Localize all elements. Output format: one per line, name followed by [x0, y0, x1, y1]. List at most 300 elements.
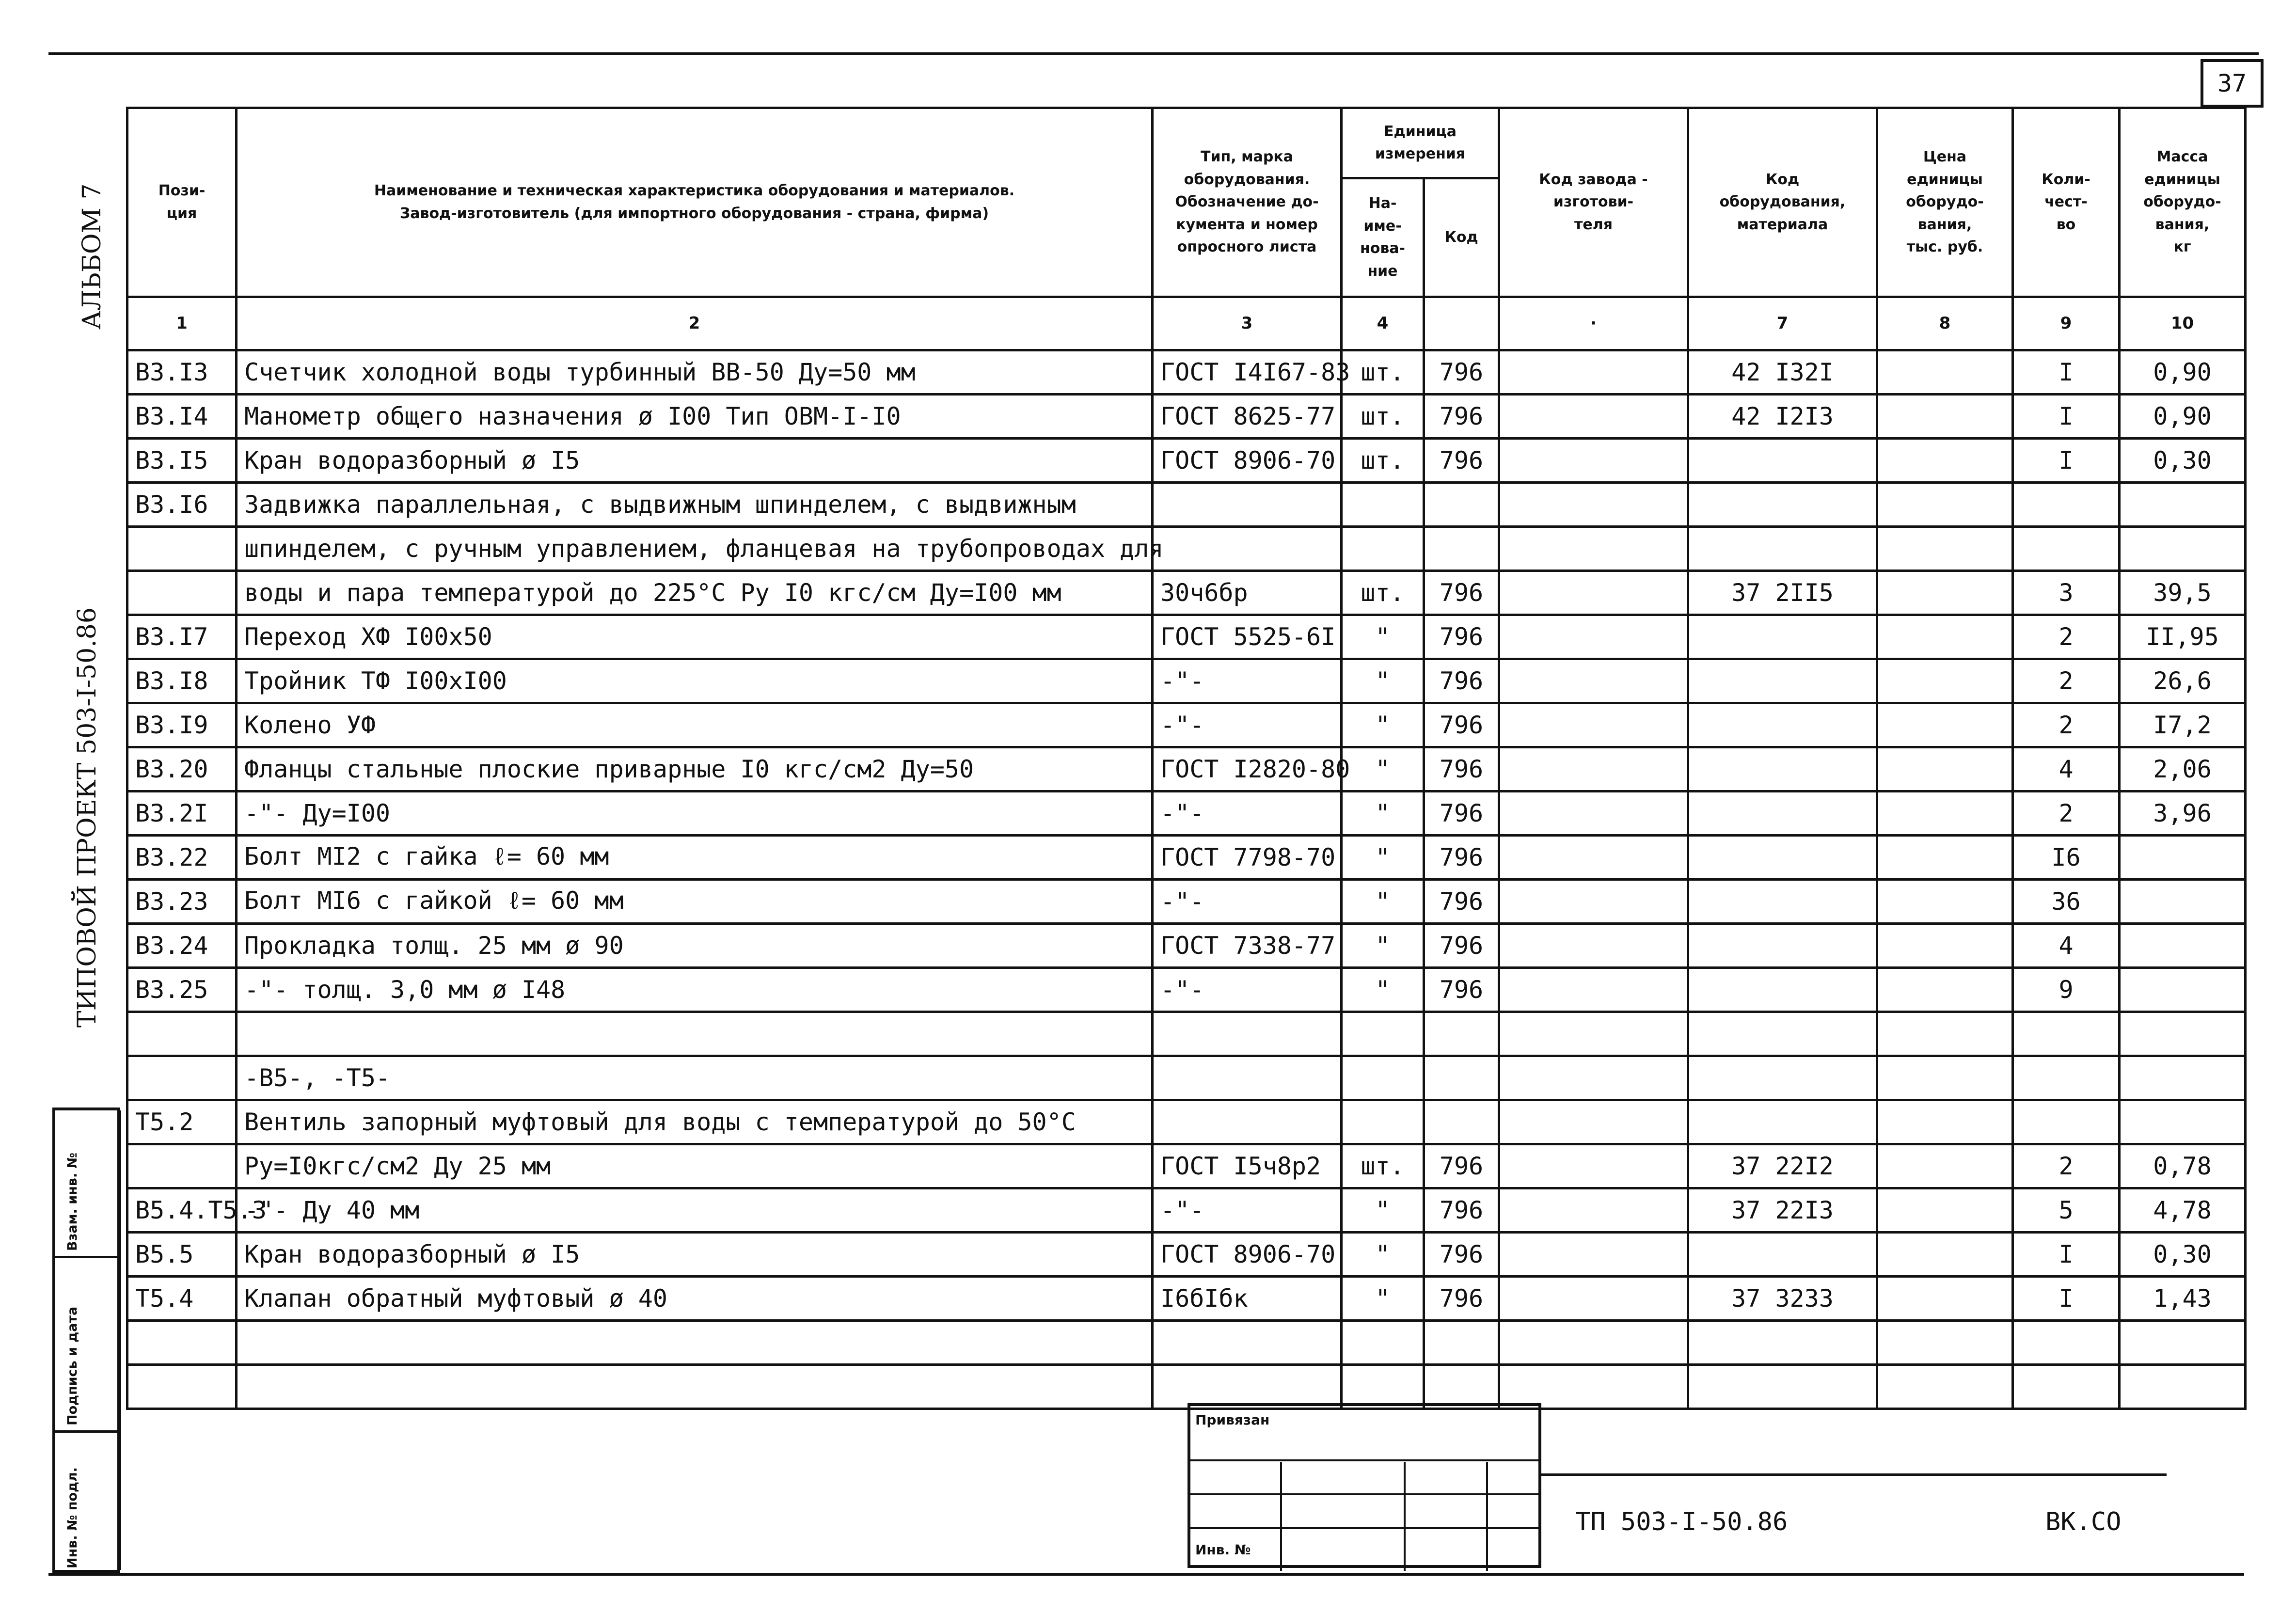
cell-quantity: 2: [2013, 791, 2120, 836]
cell-factory-code: [1499, 615, 1688, 659]
cell-unit-code: 796: [1424, 615, 1499, 659]
table-row: [127, 836, 2246, 880]
cell-mass: [2120, 1100, 2246, 1144]
cell-position: В3.I5: [127, 439, 237, 483]
cell-name: Клапан обратный муфтовый ø 40: [237, 1277, 1153, 1321]
stamp-inv-vzam: Взам. инв. №: [65, 1152, 80, 1251]
cell-quantity: I: [2013, 1277, 2120, 1321]
cell-document: [1153, 527, 1342, 571]
cell-unit-code: 796: [1424, 747, 1499, 791]
cell-unit: шт.: [1342, 350, 1424, 395]
cell-unit: ": [1342, 791, 1424, 836]
cell-price: [1877, 395, 2013, 439]
cell-price: [1877, 747, 2013, 791]
cell-mass: [2120, 1321, 2246, 1365]
cell-material-code: 37 3233: [1688, 1277, 1877, 1321]
cell-material-code: 37 2II5: [1688, 571, 1877, 615]
table-row: [127, 483, 2246, 527]
cell-name: воды и пара температурой до 225°С Ру I0 кгс/см Ду=I00 мм: [237, 571, 1153, 615]
cell-position: В3.22: [127, 836, 237, 880]
privyazan-title: Привязан: [1195, 1412, 1270, 1428]
stamp-podpis: Подпись и дата: [65, 1306, 80, 1425]
cell-price: [1877, 880, 2013, 924]
cell-unit-code: [1424, 1012, 1499, 1056]
cell-material-code: [1688, 791, 1877, 836]
cell-material-code: [1688, 924, 1877, 968]
cell-quantity: [2013, 527, 2120, 571]
cell-document: [1153, 483, 1342, 527]
cell-document: [1153, 1100, 1342, 1144]
cell-position: В3.24: [127, 924, 237, 968]
table-row: [127, 1365, 2246, 1409]
cell-position: Т5.2: [127, 1100, 237, 1144]
cell-material-code: [1688, 483, 1877, 527]
cell-position: [127, 571, 237, 615]
cell-price: [1877, 791, 2013, 836]
cell-document: [1153, 1365, 1342, 1409]
cell-mass: I7,2: [2120, 703, 2246, 747]
cell-position: В3.25: [127, 968, 237, 1012]
cell-name: -"- толщ. 3,0 мм ø I48: [237, 968, 1153, 1012]
cell-unit: [1342, 1365, 1424, 1409]
cell-document: -"-: [1153, 880, 1342, 924]
cell-mass: II,95: [2120, 615, 2246, 659]
table-row: [127, 1277, 2246, 1321]
table-row: [127, 350, 2246, 395]
table-row: [127, 747, 2246, 791]
cell-factory-code: [1499, 1144, 1688, 1188]
table-row: [127, 1100, 2246, 1144]
header-price: Цена единицы оборудо- вания, тыс. руб.: [1877, 108, 2013, 297]
cell-mass: [2120, 1056, 2246, 1100]
cell-material-code: [1688, 1233, 1877, 1277]
cell-material-code: [1688, 527, 1877, 571]
table-row: [127, 395, 2246, 439]
header-unit-code: Код: [1424, 178, 1499, 297]
cell-unit: [1342, 1012, 1424, 1056]
page-number: 37: [2201, 59, 2264, 108]
album-label: АЛЬБОМ 7: [78, 183, 107, 330]
privyazan-inv: Инв. №: [1195, 1542, 1251, 1558]
cell-document: ГОСТ 5525-6I: [1153, 615, 1342, 659]
cell-position: В3.I9: [127, 703, 237, 747]
cell-unit: шт.: [1342, 571, 1424, 615]
cell-mass: 4,78: [2120, 1188, 2246, 1233]
table-row: [127, 1012, 2246, 1056]
cell-material-code: [1688, 1365, 1877, 1409]
cell-name: Вентиль запорный муфтовый для воды с температурой до 50°С: [237, 1100, 1153, 1144]
cell-quantity: 4: [2013, 924, 2120, 968]
project-code: ТП 503-I-50.86: [1575, 1507, 1788, 1536]
cell-factory-code: [1499, 1056, 1688, 1100]
cell-document: [1153, 1321, 1342, 1365]
cell-mass: 2,06: [2120, 747, 2246, 791]
table-row: [127, 924, 2246, 968]
cell-quantity: 9: [2013, 968, 2120, 1012]
cell-quantity: 36: [2013, 880, 2120, 924]
cell-price: [1877, 439, 2013, 483]
header-type: Тип, марка оборудования. Обозначение до- кумента и номер опросного листа: [1153, 108, 1342, 297]
table-row: [127, 703, 2246, 747]
cell-factory-code: [1499, 1321, 1688, 1365]
header-unit-group: Единица измерения: [1342, 108, 1499, 178]
cell-quantity: 2: [2013, 615, 2120, 659]
cell-price: [1877, 1144, 2013, 1188]
column-number: [1424, 297, 1499, 350]
cell-unit-code: 796: [1424, 1144, 1499, 1188]
cell-position: [127, 1321, 237, 1365]
cell-position: В5.4.Т5.3: [127, 1188, 237, 1233]
cell-factory-code: [1499, 1233, 1688, 1277]
cell-name: Кран водоразборный ø I5: [237, 439, 1153, 483]
cell-unit-code: 796: [1424, 571, 1499, 615]
cell-name: Болт МI6 с гайкой ℓ= 60 мм: [237, 880, 1153, 924]
cell-mass: 0,90: [2120, 395, 2246, 439]
specification-table: [126, 107, 2247, 1410]
column-number: 3: [1153, 297, 1342, 350]
cell-document: ГОСТ I5ч8р2: [1153, 1144, 1342, 1188]
column-number: 10: [2120, 297, 2246, 350]
cell-name: Фланцы стальные плоские приварные I0 кгс/см2 Ду=50: [237, 747, 1153, 791]
cell-material-code: [1688, 1100, 1877, 1144]
cell-material-code: 42 I2I3: [1688, 395, 1877, 439]
cell-factory-code: [1499, 571, 1688, 615]
cell-material-code: [1688, 703, 1877, 747]
cell-quantity: [2013, 483, 2120, 527]
cell-factory-code: [1499, 791, 1688, 836]
cell-position: В3.I6: [127, 483, 237, 527]
table-row: [127, 1321, 2246, 1365]
cell-mass: 0,30: [2120, 439, 2246, 483]
cell-material-code: [1688, 1321, 1877, 1365]
cell-factory-code: [1499, 703, 1688, 747]
cell-mass: [2120, 1365, 2246, 1409]
cell-position: Т5.4: [127, 1277, 237, 1321]
cell-position: В3.I8: [127, 659, 237, 703]
cell-document: [1153, 1056, 1342, 1100]
cell-factory-code: [1499, 924, 1688, 968]
cell-price: [1877, 571, 2013, 615]
table-row: [127, 968, 2246, 1012]
cell-factory-code: [1499, 747, 1688, 791]
cell-price: [1877, 350, 2013, 395]
cell-price: [1877, 1233, 2013, 1277]
cell-unit-code: 796: [1424, 703, 1499, 747]
cell-unit: ": [1342, 836, 1424, 880]
cell-price: [1877, 968, 2013, 1012]
cell-price: [1877, 527, 2013, 571]
cell-material-code: [1688, 615, 1877, 659]
cell-factory-code: [1499, 395, 1688, 439]
cell-name: Прокладка толщ. 25 мм ø 90: [237, 924, 1153, 968]
cell-unit-code: 796: [1424, 1233, 1499, 1277]
cell-mass: [2120, 880, 2246, 924]
cell-position: В5.5: [127, 1233, 237, 1277]
cell-unit-code: 796: [1424, 968, 1499, 1012]
cell-material-code: 37 22I3: [1688, 1188, 1877, 1233]
cell-position: В3.2I: [127, 791, 237, 836]
cell-factory-code: [1499, 968, 1688, 1012]
header-unit-name: На- име- нова- ние: [1342, 178, 1424, 297]
cell-name: Колено УФ: [237, 703, 1153, 747]
cell-document: 30ч6бр: [1153, 571, 1342, 615]
cell-factory-code: [1499, 836, 1688, 880]
cell-unit-code: 796: [1424, 880, 1499, 924]
cell-material-code: 37 22I2: [1688, 1144, 1877, 1188]
cell-document: ГОСТ 7338-77: [1153, 924, 1342, 968]
cell-position: В3.23: [127, 880, 237, 924]
cell-factory-code: [1499, 1188, 1688, 1233]
cell-material-code: [1688, 880, 1877, 924]
cell-factory-code: [1499, 439, 1688, 483]
cell-unit: шт.: [1342, 1144, 1424, 1188]
cell-unit-code: [1424, 1365, 1499, 1409]
cell-material-code: [1688, 1056, 1877, 1100]
title-block-line: [1541, 1473, 2167, 1476]
cell-unit: ": [1342, 968, 1424, 1012]
column-number: 4: [1342, 297, 1424, 350]
cell-name: шпинделем, с ручным управлением, фланцевая на трубопроводах для: [237, 527, 1153, 571]
cell-price: [1877, 1012, 2013, 1056]
cell-price: [1877, 1100, 2013, 1144]
cell-mass: 3,96: [2120, 791, 2246, 836]
cell-quantity: I6: [2013, 836, 2120, 880]
column-number: 8: [1877, 297, 2013, 350]
stamp-column: [52, 1108, 120, 1573]
cell-unit-code: 796: [1424, 836, 1499, 880]
cell-factory-code: [1499, 1365, 1688, 1409]
cell-price: [1877, 1365, 2013, 1409]
cell-unit-code: 796: [1424, 350, 1499, 395]
cell-position: [127, 1144, 237, 1188]
cell-document: -"-: [1153, 1188, 1342, 1233]
cell-position: [127, 1056, 237, 1100]
column-number: 7: [1688, 297, 1877, 350]
cell-price: [1877, 703, 2013, 747]
cell-name: [237, 1012, 1153, 1056]
cell-name: Задвижка параллельная, с выдвижным шпинделем, с выдвижным: [237, 483, 1153, 527]
bottom-border-line: [48, 1573, 2244, 1576]
cell-material-code: [1688, 439, 1877, 483]
table-row: [127, 791, 2246, 836]
cell-document: ГОСТ 8906-70: [1153, 1233, 1342, 1277]
cell-price: [1877, 615, 2013, 659]
cell-name: Кран водоразборный ø I5: [237, 1233, 1153, 1277]
cell-mass: [2120, 968, 2246, 1012]
cell-unit: ": [1342, 659, 1424, 703]
cell-name: [237, 1365, 1153, 1409]
cell-unit: ": [1342, 747, 1424, 791]
cell-unit: [1342, 1100, 1424, 1144]
cell-position: В3.I3: [127, 350, 237, 395]
cell-quantity: [2013, 1100, 2120, 1144]
cell-quantity: [2013, 1056, 2120, 1100]
cell-quantity: 3: [2013, 571, 2120, 615]
cell-unit: [1342, 1321, 1424, 1365]
cell-unit-code: [1424, 527, 1499, 571]
cell-quantity: 2: [2013, 659, 2120, 703]
cell-name: -"- Ду 40 мм: [237, 1188, 1153, 1233]
cell-name: Болт МI2 с гайка ℓ= 60 мм: [237, 836, 1153, 880]
cell-unit: [1342, 1056, 1424, 1100]
cell-mass: 1,43: [2120, 1277, 2246, 1321]
cell-quantity: I: [2013, 1233, 2120, 1277]
table-row: [127, 659, 2246, 703]
cell-quantity: 4: [2013, 747, 2120, 791]
cell-document: -"-: [1153, 968, 1342, 1012]
cell-document: ГОСТ I4I67-83: [1153, 350, 1342, 395]
column-number: ·: [1499, 297, 1688, 350]
cell-quantity: I: [2013, 350, 2120, 395]
cell-unit: ": [1342, 615, 1424, 659]
cell-quantity: I: [2013, 439, 2120, 483]
cell-unit: ": [1342, 924, 1424, 968]
cell-mass: 0,90: [2120, 350, 2246, 395]
cell-position: [127, 1365, 237, 1409]
cell-name: -"- Ду=I00: [237, 791, 1153, 836]
column-number: 1: [127, 297, 237, 350]
table-row: [127, 1233, 2246, 1277]
cell-price: [1877, 1277, 2013, 1321]
sheet-code: ВК.СО: [2045, 1507, 2122, 1536]
cell-unit: ": [1342, 1233, 1424, 1277]
cell-price: [1877, 1056, 2013, 1100]
cell-factory-code: [1499, 659, 1688, 703]
cell-position: В3.I4: [127, 395, 237, 439]
cell-quantity: I: [2013, 395, 2120, 439]
cell-quantity: 5: [2013, 1188, 2120, 1233]
cell-document: I6бIбк: [1153, 1277, 1342, 1321]
cell-document: -"-: [1153, 703, 1342, 747]
cell-material-code: 42 I32I: [1688, 350, 1877, 395]
table-row: [127, 527, 2246, 571]
table-row: [127, 615, 2246, 659]
cell-quantity: [2013, 1365, 2120, 1409]
cell-name: [237, 1321, 1153, 1365]
column-number: 9: [2013, 297, 2120, 350]
table-row: [127, 1056, 2246, 1100]
cell-document: ГОСТ 7798-70: [1153, 836, 1342, 880]
cell-price: [1877, 483, 2013, 527]
cell-unit-code: [1424, 1100, 1499, 1144]
cell-material-code: [1688, 836, 1877, 880]
cell-factory-code: [1499, 880, 1688, 924]
cell-material-code: [1688, 968, 1877, 1012]
table-row: [127, 1188, 2246, 1233]
header-material-code: Код оборудования, материала: [1688, 108, 1877, 297]
cell-unit-code: 796: [1424, 1277, 1499, 1321]
table-row: [127, 1144, 2246, 1188]
cell-material-code: [1688, 1012, 1877, 1056]
cell-factory-code: [1499, 483, 1688, 527]
cell-unit: шт.: [1342, 395, 1424, 439]
cell-mass: 39,5: [2120, 571, 2246, 615]
table-row: [127, 571, 2246, 615]
cell-name: Манометр общего назначения ø I00 Тип ОВМ-I-I0: [237, 395, 1153, 439]
cell-quantity: [2013, 1012, 2120, 1056]
cell-mass: [2120, 527, 2246, 571]
header-factory-code: Код завода - изготови- теля: [1499, 108, 1688, 297]
cell-name: Переход ХФ I00х50: [237, 615, 1153, 659]
table-row: [127, 439, 2246, 483]
cell-factory-code: [1499, 1277, 1688, 1321]
cell-name: Ру=I0кгс/см2 Ду 25 мм: [237, 1144, 1153, 1188]
cell-unit-code: [1424, 483, 1499, 527]
cell-unit-code: [1424, 1056, 1499, 1100]
project-label: ТИПОВОЙ ПРОЕКТ 503-I-50.86: [73, 607, 102, 1028]
cell-price: [1877, 1188, 2013, 1233]
column-number: 2: [237, 297, 1153, 350]
cell-position: В3.20: [127, 747, 237, 791]
cell-mass: [2120, 924, 2246, 968]
table-header: [127, 108, 2246, 350]
header-quantity: Коли- чест- во: [2013, 108, 2120, 297]
cell-price: [1877, 924, 2013, 968]
cell-name: -В5-, -Т5-: [237, 1056, 1153, 1100]
cell-unit-code: 796: [1424, 791, 1499, 836]
cell-document: ГОСТ 8625-77: [1153, 395, 1342, 439]
cell-document: ГОСТ I2820-80: [1153, 747, 1342, 791]
table-row: [127, 880, 2246, 924]
cell-unit: ": [1342, 703, 1424, 747]
privyazan-box: [1188, 1403, 1541, 1568]
cell-material-code: [1688, 659, 1877, 703]
cell-price: [1877, 659, 2013, 703]
cell-price: [1877, 836, 2013, 880]
cell-document: -"-: [1153, 791, 1342, 836]
cell-mass: [2120, 836, 2246, 880]
cell-unit-code: 796: [1424, 395, 1499, 439]
table-body: [127, 350, 2246, 1409]
cell-position: [127, 527, 237, 571]
cell-quantity: [2013, 1321, 2120, 1365]
header-position: Пози- ция: [127, 108, 237, 297]
cell-unit-code: [1424, 1321, 1499, 1365]
cell-unit: шт.: [1342, 439, 1424, 483]
header-mass: Масса единицы оборудо- вания, кг: [2120, 108, 2246, 297]
cell-factory-code: [1499, 527, 1688, 571]
cell-unit-code: 796: [1424, 924, 1499, 968]
cell-factory-code: [1499, 1012, 1688, 1056]
cell-mass: [2120, 483, 2246, 527]
cell-factory-code: [1499, 1100, 1688, 1144]
stamp-inv-podl: Инв. № подл.: [65, 1467, 80, 1568]
cell-factory-code: [1499, 350, 1688, 395]
cell-unit: ": [1342, 1188, 1424, 1233]
cell-unit-code: 796: [1424, 1188, 1499, 1233]
cell-material-code: [1688, 747, 1877, 791]
cell-mass: [2120, 1012, 2246, 1056]
header-name: Наименование и техническая характеристика оборудования и материалов. Завод-изготовитель (для импортного оборудования - страна, фирма): [237, 108, 1153, 297]
cell-unit-code: 796: [1424, 439, 1499, 483]
cell-position: [127, 1012, 237, 1056]
cell-mass: 0,78: [2120, 1144, 2246, 1188]
top-border-line: [48, 52, 2259, 55]
cell-position: В3.I7: [127, 615, 237, 659]
cell-quantity: 2: [2013, 1144, 2120, 1188]
cell-unit-code: 796: [1424, 659, 1499, 703]
cell-quantity: 2: [2013, 703, 2120, 747]
cell-unit: ": [1342, 880, 1424, 924]
cell-mass: 0,30: [2120, 1233, 2246, 1277]
cell-mass: 26,6: [2120, 659, 2246, 703]
cell-unit: [1342, 527, 1424, 571]
cell-name: Счетчик холодной воды турбинный ВВ-50 Ду=50 мм: [237, 350, 1153, 395]
cell-name: Тройник ТФ I00хI00: [237, 659, 1153, 703]
cell-document: ГОСТ 8906-70: [1153, 439, 1342, 483]
cell-price: [1877, 1321, 2013, 1365]
cell-document: [1153, 1012, 1342, 1056]
